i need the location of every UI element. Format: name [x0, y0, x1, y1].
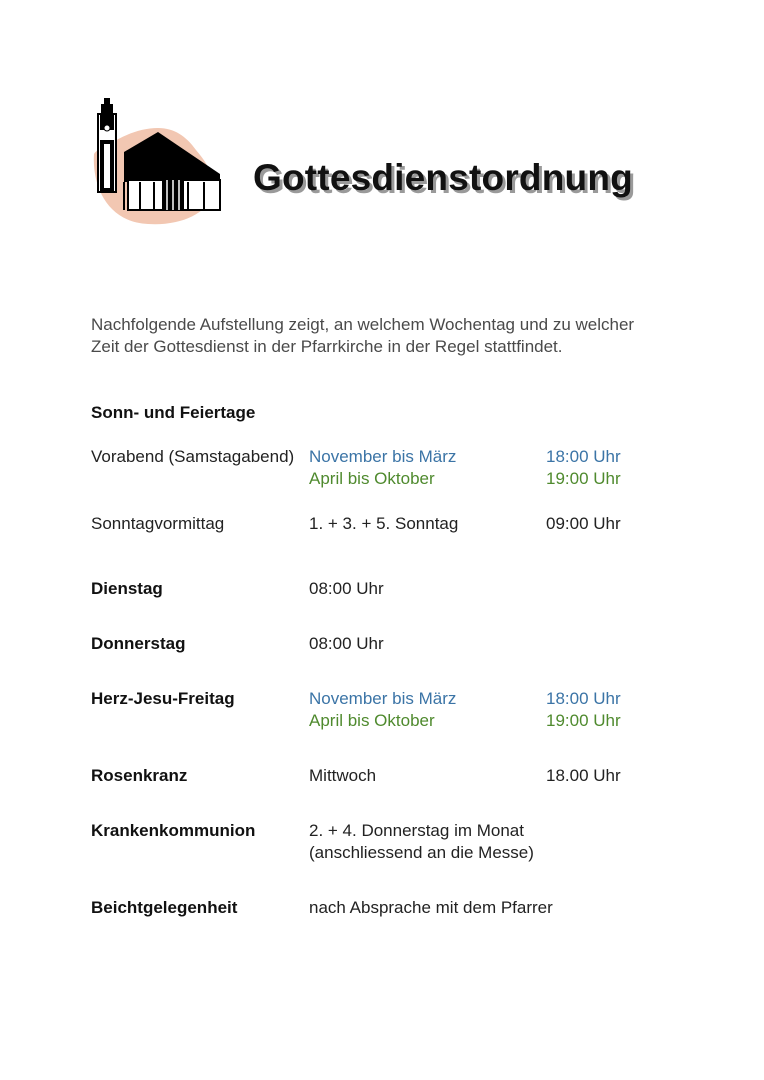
row-label: Krankenkommunion [91, 821, 256, 840]
detail-line: 2. + 4. Donnerstag im Monat [309, 821, 524, 840]
period-summer: April bis Oktober [309, 711, 435, 730]
row-days: 1. + 3. + 5. Sonntag [309, 514, 459, 533]
row-label: Donnerstag [91, 634, 186, 653]
row-details: nach Absprache mit dem Pfarrer [309, 898, 553, 917]
period-winter: November bis März [309, 689, 457, 708]
time-winter: 18:00 Uhr [546, 689, 621, 708]
row-time: 09:00 Uhr [546, 514, 621, 533]
row-time: 08:00 Uhr [309, 634, 384, 653]
row-times [546, 446, 621, 490]
row-periods [309, 446, 456, 490]
row-label: Dienstag [91, 579, 163, 598]
row-label: Rosenkranz [91, 766, 188, 785]
intro-text [91, 314, 691, 358]
row-day: Mittwoch [309, 766, 377, 785]
row-label: Beichtgelegenheit [91, 898, 238, 917]
period-winter: November bis März [309, 447, 457, 466]
row-details [309, 820, 534, 864]
section-heading-label: Sonn- und Feiertage [91, 403, 256, 422]
page-title: Gottesdienstordnung [253, 157, 633, 198]
intro-line: Zeit der Gottesdienst in der Pfarrkirche in der Regel stattfindet. [91, 337, 563, 356]
row-label: Sonntagvormittag [91, 514, 225, 533]
row-label: Herz-Jesu-Freitag [91, 689, 235, 708]
church-icon [88, 92, 228, 232]
time-summer: 19:00 Uhr [546, 711, 621, 730]
row-periods [309, 688, 456, 732]
row-time: 08:00 Uhr [309, 579, 384, 598]
time-winter: 18:00 Uhr [546, 447, 621, 466]
period-summer: April bis Oktober [309, 469, 435, 488]
intro-line: Nachfolgende Aufstellung zeigt, an welchem Wochentag und zu welcher [91, 315, 635, 334]
detail-line: (anschliessend an die Messe) [309, 843, 534, 862]
time-summer: 19:00 Uhr [546, 469, 621, 488]
row-time: 18.00 Uhr [546, 766, 621, 785]
church-logo [88, 92, 228, 232]
row-times [546, 688, 621, 732]
row-label: Vorabend (Samstagabend) [91, 447, 295, 466]
